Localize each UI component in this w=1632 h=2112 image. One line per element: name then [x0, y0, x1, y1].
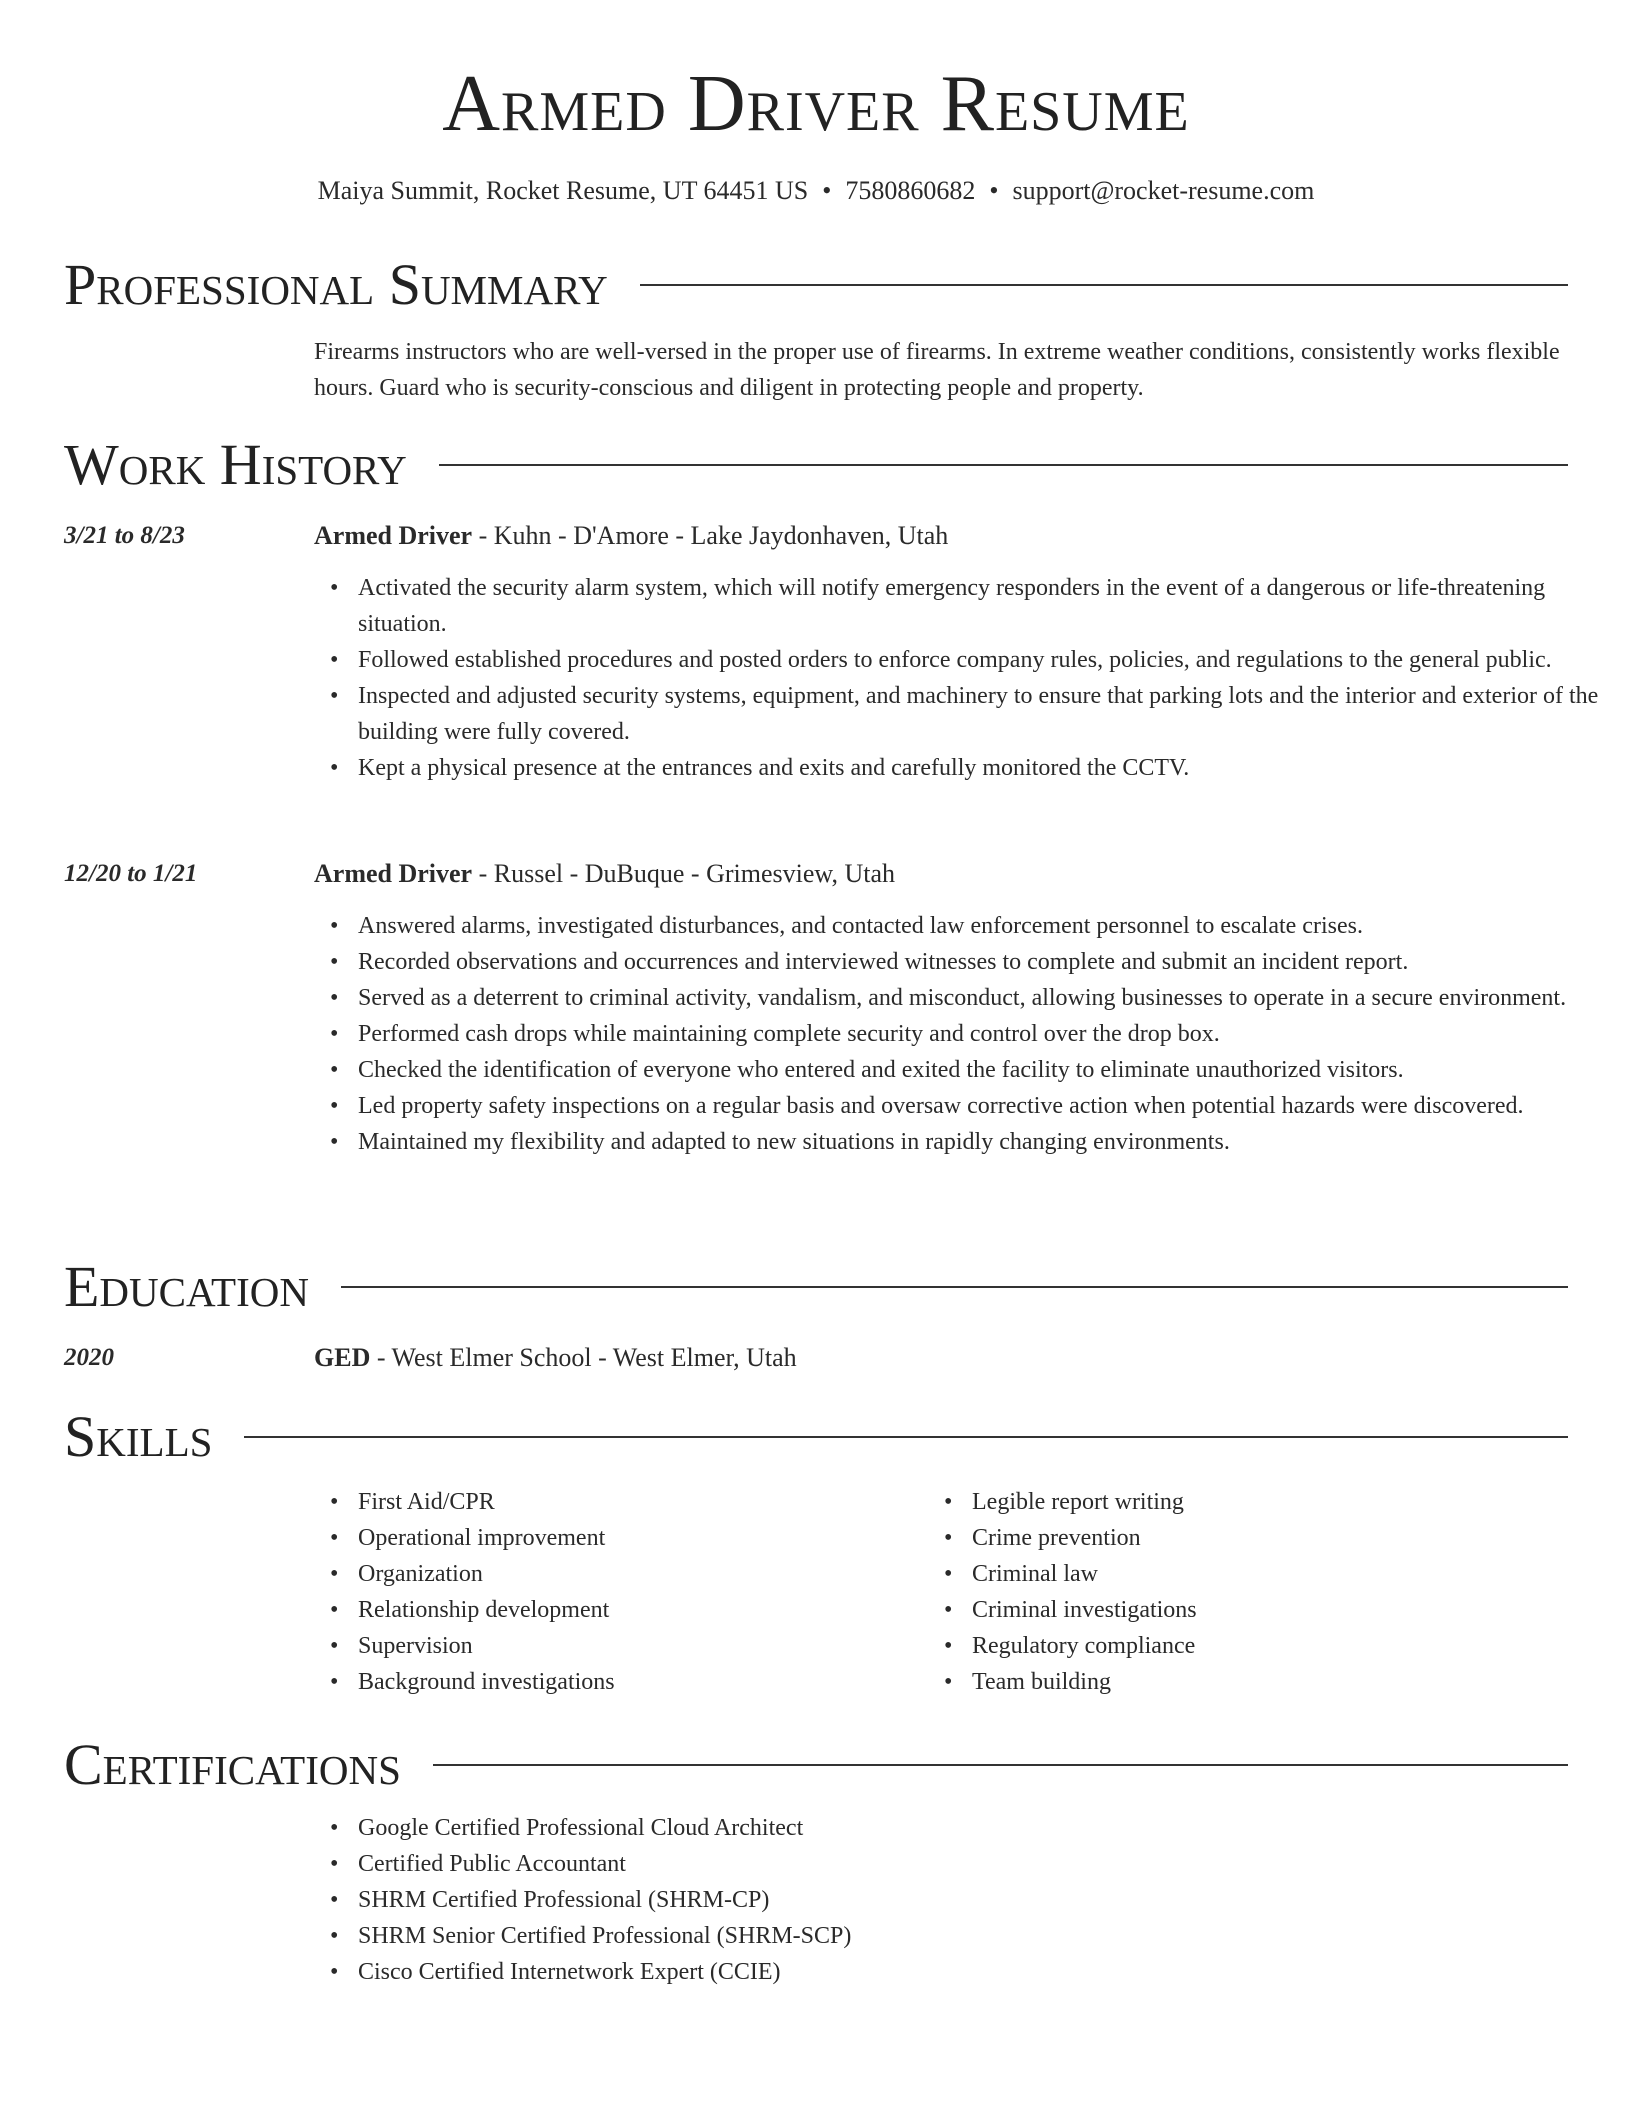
contact-separator: •	[822, 176, 832, 205]
certification-item: • SHRM Senior Certified Professional (SHRM-SCP)	[358, 1918, 1608, 1954]
education-degree: GED	[314, 1343, 371, 1372]
section-header-summary	[64, 252, 1568, 318]
skill-item: • Background investigations	[358, 1664, 918, 1700]
contact-address: Maiya Summit, Rocket Resume, UT 64451 US	[317, 176, 809, 205]
contact-email: support@rocket-resume.com	[1012, 176, 1315, 205]
skill-item: • First Aid/CPR	[358, 1484, 918, 1520]
job-heading	[314, 518, 948, 554]
section-title-certifications: Certifications	[64, 1732, 401, 1797]
section-divider	[640, 284, 1568, 286]
section-header-certifications	[64, 1732, 1568, 1798]
section-title-education: Education	[64, 1254, 309, 1319]
skill-item: • Organization	[358, 1556, 918, 1592]
list-item: • Maintained my flexibility and adapted to new situations in rapidly changing environments.	[358, 1124, 1608, 1160]
job-details: - Kuhn - D'Amore - Lake Jaydonhaven, Utah	[472, 521, 949, 550]
list-item: • Served as a deterrent to criminal activity, vandalism, and misconduct, allowing businesses to operate in a secure environment.	[358, 980, 1608, 1016]
job-bullets	[314, 570, 1608, 786]
education-heading	[314, 1340, 797, 1376]
list-item: • Inspected and adjusted security systems, equipment, and machinery to ensure that parking lots and the interior and exterior of the building were fully covered.	[358, 678, 1608, 750]
contact-line	[64, 174, 1568, 208]
skills-list-right	[928, 1484, 1572, 1700]
skill-item: • Supervision	[358, 1628, 918, 1664]
section-divider	[341, 1286, 1568, 1288]
skill-item: • Operational improvement	[358, 1520, 918, 1556]
job-title: Armed Driver	[314, 521, 473, 550]
list-item: • Led property safety inspections on a regular basis and oversaw corrective action when potential hazards were discovered.	[358, 1088, 1608, 1124]
skill-item: • Crime prevention	[972, 1520, 1572, 1556]
education-details: - West Elmer School - West Elmer, Utah	[370, 1343, 797, 1372]
job-heading	[314, 856, 895, 892]
resume-title: Armed Driver Resume	[442, 60, 1190, 148]
section-divider	[439, 464, 1568, 466]
list-item: • Checked the identification of everyone who entered and exited the facility to eliminate unauthorized visitors.	[358, 1052, 1608, 1088]
skill-item: • Criminal law	[972, 1556, 1572, 1592]
certification-item: • SHRM Certified Professional (SHRM-CP)	[358, 1882, 1608, 1918]
certifications-list	[314, 1810, 1608, 1990]
list-item: • Followed established procedures and posted orders to enforce company rules, policies, and regulations to the general public.	[358, 642, 1608, 678]
section-title-work: Work History	[64, 432, 407, 497]
summary-text: Firearms instructors who are well-versed in the proper use of firearms. In extreme weather conditions, consistently works flexible hours. Guard who is security-conscious and diligent in protecting people and property.	[314, 339, 1560, 401]
skill-item: • Regulatory compliance	[972, 1628, 1572, 1664]
list-item: • Performed cash drops while maintaining complete security and control over the drop box.	[358, 1016, 1608, 1052]
section-header-education	[64, 1254, 1568, 1320]
job-details: - Russel - DuBuque - Grimesview, Utah	[472, 859, 896, 888]
section-divider	[244, 1436, 1568, 1438]
contact-phone: 7580860682	[845, 176, 976, 205]
certification-item: • Google Certified Professional Cloud Architect	[358, 1810, 1608, 1846]
certification-item: • Certified Public Accountant	[358, 1846, 1608, 1882]
skill-item: • Criminal investigations	[972, 1592, 1572, 1628]
job-bullets	[314, 908, 1608, 1160]
section-title-skills: Skills	[64, 1404, 213, 1469]
certification-item: • Cisco Certified Internetwork Expert (CCIE)	[358, 1954, 1608, 1990]
section-title-summary: Professional Summary	[64, 252, 608, 317]
list-item: • Activated the security alarm system, which will notify emergency responders in the event of a dangerous or life-threatening situation.	[358, 570, 1608, 642]
skill-item: • Relationship development	[358, 1592, 918, 1628]
job-dates: 12/20 to 1/21	[64, 860, 198, 887]
list-item: • Recorded observations and occurrences and interviewed witnesses to complete and submit an incident report.	[358, 944, 1608, 980]
contact-separator: •	[989, 176, 999, 205]
list-item: • Answered alarms, investigated disturbances, and contacted law enforcement personnel to escalate crises.	[358, 908, 1608, 944]
section-header-skills	[64, 1404, 1568, 1470]
job-dates: 3/21 to 8/23	[64, 522, 185, 549]
job-title: Armed Driver	[314, 859, 473, 888]
skill-item: • Legible report writing	[972, 1484, 1572, 1520]
education-year: 2020	[64, 1344, 114, 1371]
skill-item: • Team building	[972, 1664, 1572, 1700]
list-item: • Kept a physical presence at the entrances and exits and carefully monitored the CCTV.	[358, 750, 1608, 786]
section-divider	[433, 1764, 1568, 1766]
skills-list-left	[314, 1484, 918, 1700]
section-header-work	[64, 432, 1568, 498]
